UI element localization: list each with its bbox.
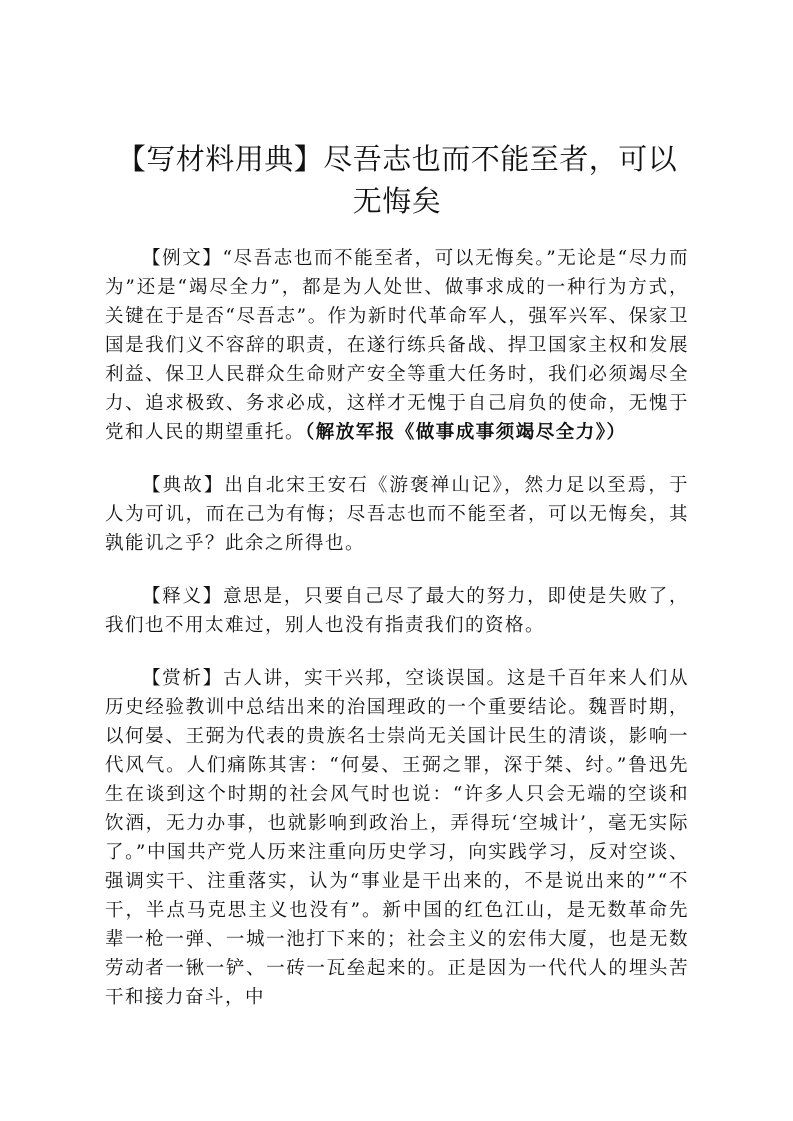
example-text: 【例文】“尽吾志也而不能至者，可以无悔矣。”无论是“尽力而为”还是“竭尽全力”，都是为人处世、做事求成的一种行为方式，关键在于是否“尽吾志”。作为新时代革命军人，强军兴军、保家卫国是我们义不容辞的职责，在遂行练兵备战、捍卫国家主权和发展利益、保卫人民群众生命财产安全等重大任务时，我们必须竭尽全力、追求极致、务求必成，这样才无愧于自己肩负的使命，无愧于党和人民的期望重托。 xyxy=(105,248,689,443)
allusion-paragraph: 【典故】出自北宋王安石《游褒禅山记》，然力足以至焉，于人为可讥，而在己为有悔；尽吾志也而不能至者，可以无悔矣，其孰能讥之乎？此余之所得也。 xyxy=(105,475,689,554)
appreciation-paragraph: 【赏析】古人讲，实干兴邦，空谈误国。这是千百年来人们从历史经验教训中总结出来的治国理政的一个重要结论。魏晋时期，以何晏、王弼为代表的贵族名士崇尚无关国计民生的清谈，影响一代风气。人们痛陈其害：“何晏、王弼之罪，深于桀、纣。”鲁迅先生在谈到这个时期的社会风气时也说：“许多人只会无端的空谈和饮酒，无力办事，也就影响到政治上，弄得玩‘空城计’，毫无实际了。”中国共产党人历来注重向历史学习，向实践学习，反对空谈、强调实干、注重落实，认为“事业是干出来的，不是说出来的”“不干，半点马克思主义也没有”。新中国的红色江山，是无数革命先辈一枪一弹、一城一池打下来的；社会主义的宏伟大厦，也是无数劳动者一锹一铲、一砖一瓦垒起来的。正是因为一代代人的埋头苦干和接力奋斗，中 xyxy=(105,668,689,1008)
document-title: 【写材料用典】尽吾志也而不能至者，可以无悔矣 xyxy=(116,142,678,218)
example-source: （解放军报《做事成事须竭尽全力》） xyxy=(305,422,627,443)
document-page xyxy=(105,138,689,1036)
example-paragraph xyxy=(105,244,689,447)
meaning-paragraph: 【释义】意思是，只要自己尽了最大的努力，即使是失败了，我们也不用太难过，别人也没有指责我们的资格。 xyxy=(105,586,689,636)
